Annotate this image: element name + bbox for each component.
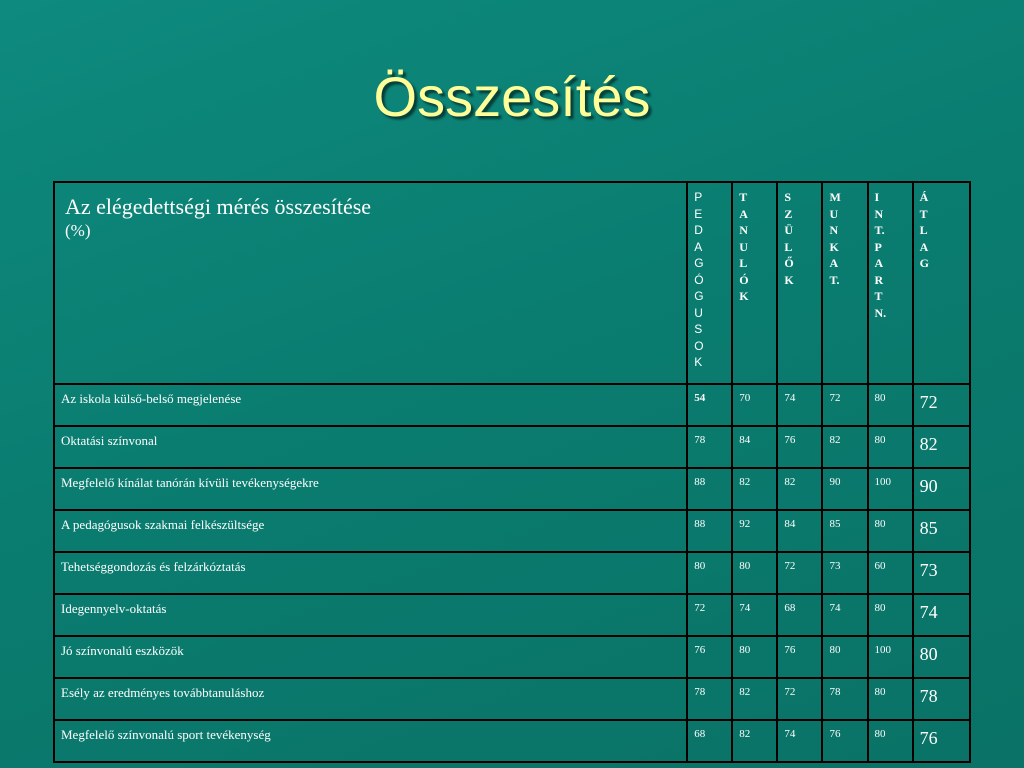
average-cell: 72 <box>913 384 970 426</box>
table-row <box>54 594 970 636</box>
average-cell: 90 <box>913 468 970 510</box>
table-cell: 82 <box>732 468 777 510</box>
table-cell: 73 <box>822 552 867 594</box>
column-header-munkat <box>822 182 867 384</box>
table-cell: 68 <box>777 594 822 636</box>
table-cell: 72 <box>687 594 732 636</box>
row-label: Esély az eredményes továbbtanuláshoz <box>54 678 687 720</box>
row-label: Megfelelő kínálat tanórán kívüli tevékenységekre <box>54 468 687 510</box>
table-cell: 90 <box>822 468 867 510</box>
table-cell: 60 <box>868 552 913 594</box>
table-cell: 84 <box>777 510 822 552</box>
average-cell: 82 <box>913 426 970 468</box>
table-row <box>54 552 970 594</box>
table-cell: 85 <box>822 510 867 552</box>
average-cell: 80 <box>913 636 970 678</box>
table-cell: 74 <box>777 720 822 762</box>
table-cell: 82 <box>732 678 777 720</box>
row-label: Az iskola külső-belső megjelenése <box>54 384 687 426</box>
column-header-pedagogusok <box>687 182 732 384</box>
table-cell: 76 <box>687 636 732 678</box>
table-cell: 80 <box>732 552 777 594</box>
table-cell: 80 <box>822 636 867 678</box>
column-header-label: PEDAGÓGUSOK <box>694 190 704 369</box>
row-label: Idegennyelv-oktatás <box>54 594 687 636</box>
table-cell: 80 <box>868 426 913 468</box>
table-cell: 80 <box>732 636 777 678</box>
column-header-intpartn <box>868 182 913 384</box>
table-row <box>54 720 970 762</box>
table-header-row <box>54 182 970 384</box>
table-cell: 82 <box>777 468 822 510</box>
table-cell: 80 <box>868 510 913 552</box>
table-cell: 100 <box>868 468 913 510</box>
table-cell: 84 <box>732 426 777 468</box>
table-cell: 76 <box>777 636 822 678</box>
row-label: A pedagógusok szakmai felkészültsége <box>54 510 687 552</box>
row-label: Tehetséggondozás és felzárkóztatás <box>54 552 687 594</box>
table-row <box>54 636 970 678</box>
table-cell: 78 <box>687 426 732 468</box>
row-label: Oktatási színvonal <box>54 426 687 468</box>
table-row <box>54 384 970 426</box>
table-cell: 72 <box>822 384 867 426</box>
column-header-tanulok <box>732 182 777 384</box>
table-heading: Az elégedettségi mérés összesítése <box>65 194 372 219</box>
table-row <box>54 426 970 468</box>
table-cell: 80 <box>868 678 913 720</box>
table-cell: 70 <box>732 384 777 426</box>
average-cell: 78 <box>913 678 970 720</box>
table-cell: 80 <box>868 720 913 762</box>
column-header-label: INT.PARTN. <box>874 190 887 320</box>
table-cell: 76 <box>777 426 822 468</box>
table-cell: 74 <box>732 594 777 636</box>
row-label: Megfelelő színvonalú sport tevékenység <box>54 720 687 762</box>
column-header-label: MUNKAT. <box>829 190 841 287</box>
table-cell: 82 <box>822 426 867 468</box>
average-cell: 76 <box>913 720 970 762</box>
table-cell: 92 <box>732 510 777 552</box>
summary-table <box>53 181 971 763</box>
table-cell: 80 <box>868 594 913 636</box>
average-cell: 74 <box>913 594 970 636</box>
table-cell: 78 <box>822 678 867 720</box>
table-cell: 72 <box>777 552 822 594</box>
table-row <box>54 468 970 510</box>
slide-title: Összesítés <box>373 65 651 128</box>
table-cell: 82 <box>732 720 777 762</box>
column-header-label: ÁTLAG <box>919 190 929 270</box>
table-cell: 88 <box>687 468 732 510</box>
table-cell: 68 <box>687 720 732 762</box>
table-cell: 54 <box>687 384 732 426</box>
average-cell: 73 <box>913 552 970 594</box>
table-heading-cell <box>54 182 687 384</box>
average-cell: 85 <box>913 510 970 552</box>
table-row <box>54 510 970 552</box>
table-cell: 80 <box>868 384 913 426</box>
table-heading-unit: (%) <box>65 221 91 240</box>
table-cell: 88 <box>687 510 732 552</box>
column-header-label: SZÜLŐK <box>784 190 794 287</box>
table-cell: 74 <box>822 594 867 636</box>
table-cell: 78 <box>687 678 732 720</box>
column-header-atlag <box>913 182 970 384</box>
table-cell: 80 <box>687 552 732 594</box>
table-cell: 76 <box>822 720 867 762</box>
table-row <box>54 678 970 720</box>
table-cell: 100 <box>868 636 913 678</box>
column-header-label: TANULÓK <box>739 190 749 303</box>
column-header-szulok <box>777 182 822 384</box>
table-cell: 72 <box>777 678 822 720</box>
row-label: Jó színvonalú eszközök <box>54 636 687 678</box>
table-cell: 74 <box>777 384 822 426</box>
